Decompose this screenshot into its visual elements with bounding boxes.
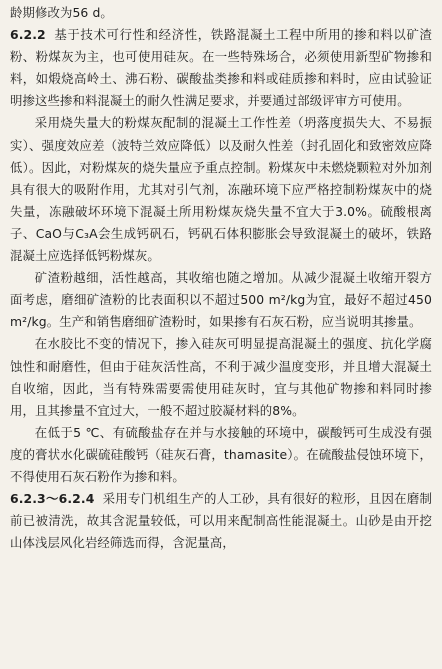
- paragraph-slag: [10, 267, 432, 333]
- paragraph-limestone: [10, 422, 432, 488]
- paragraph-continuation: [10, 2, 432, 24]
- section-number: 6.2.3～6.2.4: [10, 491, 95, 507]
- paragraph-fly-ash: [10, 112, 432, 267]
- paragraph-text: 在水胶比不变的情况下，掺入硅灰可明显提高混凝土的强度、抗化学腐蚀性和耐磨性，但由于硅灰活性高，不利于减少温度变形，并且增大混凝土自收缩，因此，当有特殊需要需使用硅灰时，宜与其他矿物掺和料同时掺用，且其掺量不宜过大，一般不超过胶凝材料的8%。: [10, 336, 432, 418]
- section-6-2-2: [10, 24, 432, 112]
- paragraph-silica-fume: [10, 333, 432, 421]
- paragraph-text: 采用专门机组生产的人工砂，具有很好的粒形，且因在磨制前已被清洗，故其含泥量较低，可以用来配制高性能混凝土。山砂是由开挖山体浅层风化岩经筛选而得，含泥量高，: [10, 491, 432, 551]
- paragraph-text: 矿渣粉越细，活性越高，其收缩也随之增加。从减少混凝土收缩开裂方面考虑，磨细矿渣粉的比表面积以不超过500 m²/kg为宜，最好不超过450 m²/kg。生产和销售磨细矿渣粉时，如果掺有石灰石粉，应当说明其掺量。: [10, 270, 432, 330]
- paragraph-text: 采用烧失量大的粉煤灰配制的混凝土工作性差（坍落度损失大、不易振实）、强度效应差（波特兰效应降低）以及耐久性差（封孔固化和致密效应降低）。因此，对粉煤灰的烧失量应予重点控制。粉煤灰中未燃烧颗粒对外加剂具有很大的吸附作用，尤其对引气剂，冻融环境下应严格控制粉煤灰中的烧失量，冻融破坏环境下混凝土所用粉煤灰烧失量不宜大于3.0%。硫酸根离子、CaO与C₃A会生成钙矾石，钙矾石体积膨胀会导致混凝土的破坏，铁路混凝土应选择低钙粉煤灰。: [10, 115, 432, 264]
- paragraph-text: 基于技术可行性和经济性，铁路混凝土工程中所用的掺和料以矿渣粉、粉煤灰为主，也可使用硅灰。在一些特殊场合，必须使用新型矿物掺和料，如煅烧高岭土、沸石粉、碳酸盐类掺和料或硅质掺和料时，应由试验证明掺这些掺和料混凝土的耐久性满足要求，并要通过部级评审方可使用。: [10, 27, 432, 109]
- section-number: 6.2.2: [10, 27, 46, 43]
- paragraph-text: 在低于5 ℃、有硫酸盐存在并与水接触的环境中，碳酸钙可生成没有强度的膏状水化碳硫硅酸钙（硅灰石膏，thamasite）。在硫酸盐侵蚀环境下，不得使用石灰石粉作为掺和料。: [10, 424, 432, 484]
- section-6-2-3-to-6-2-4: [10, 488, 432, 554]
- paragraph-text: 龄期修改为56 d。: [10, 5, 113, 20]
